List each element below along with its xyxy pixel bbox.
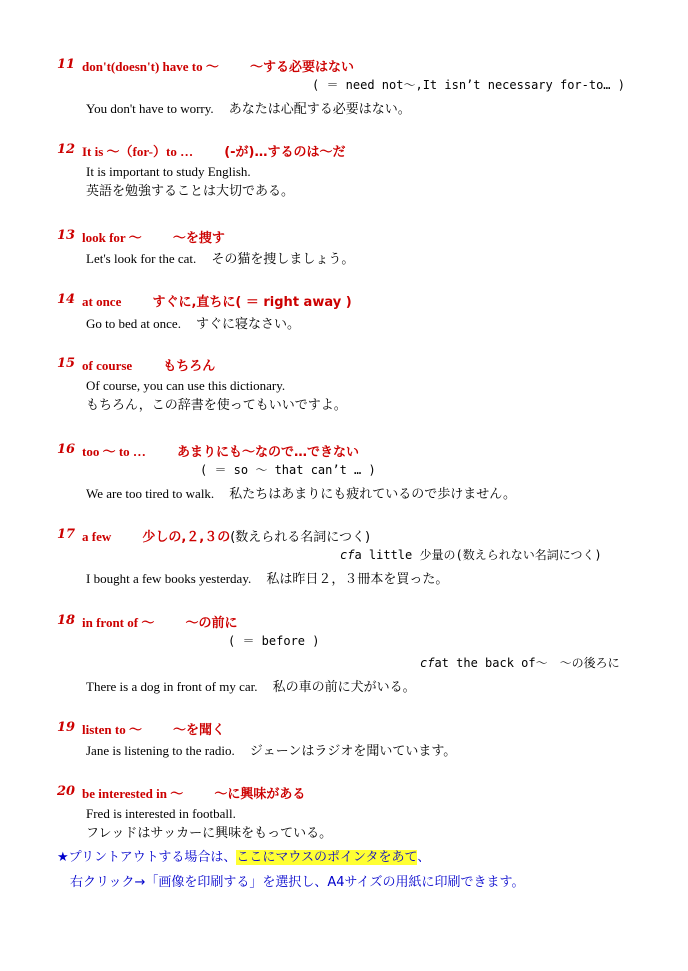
entry-heading — [82, 357, 215, 373]
example-english: We are too tired to walk. — [86, 486, 215, 501]
entry-number: 15 — [57, 356, 76, 371]
cf-text: a little 少量の(数えられない名詞につく) — [354, 548, 602, 562]
entry-heading — [82, 721, 225, 737]
example-english: Go to bed at once. — [86, 316, 181, 331]
phrase-english: It is ～（for-）to … — [82, 144, 194, 159]
print-instruction-suffix: 、 — [417, 850, 431, 865]
entry-heading — [82, 443, 359, 459]
phrase-meaning: ～の前に — [185, 616, 238, 631]
example-english: Of course, you can use this dictionary. — [86, 378, 286, 393]
example-japanese: その猫を捜しましょう。 — [211, 252, 355, 267]
cf-label: cf — [420, 656, 435, 670]
example-sentence — [86, 315, 300, 331]
entry-heading — [82, 229, 225, 245]
entry-heading — [82, 58, 354, 74]
example-english: It is important to study English. — [86, 164, 251, 179]
entry-number: 14 — [57, 292, 76, 307]
print-instruction-line2: 右クリック→「画像を印刷する」を選択し、A4サイズの用紙に印刷できます。 — [70, 875, 525, 890]
entry-number: 11 — [57, 57, 76, 72]
phrase-meaning: ～する必要はない — [249, 60, 354, 75]
phrase-english: be interested in ～ — [82, 786, 184, 801]
example-sentence — [86, 100, 411, 116]
entry-number: 12 — [57, 142, 76, 157]
entry-heading — [82, 293, 352, 309]
example-english: I bought a few books yesterday. — [86, 571, 252, 586]
example-sentence — [86, 250, 354, 266]
entry-number: 17 — [57, 527, 76, 542]
entry-number: 18 — [57, 613, 76, 628]
phrase-english: don't(doesn't) have to ～ — [82, 59, 219, 74]
phrase-meaning: ～に興味がある — [214, 787, 306, 802]
example-english: Fred is interested in football. — [86, 806, 236, 821]
phrase-english: a few — [82, 529, 112, 544]
equivalent-note: ( ＝ before ) — [228, 634, 320, 648]
example-sentence — [86, 570, 448, 586]
entry-number: 16 — [57, 442, 76, 457]
phrase-english: look for ～ — [82, 230, 142, 245]
phrase-meaning: ～を捜す — [172, 231, 225, 246]
example-english: You don't have to worry. — [86, 101, 214, 116]
example-japanese: フレッドはサッカーに興味をもっている。 — [86, 826, 333, 841]
example-sentence — [86, 485, 516, 501]
example-japanese: 私は昨日２，３冊本を買った。 — [266, 572, 449, 587]
phrase-meaning: (-が)…するのは～だ — [224, 145, 346, 160]
entry-heading — [82, 528, 370, 544]
example-japanese: 英語を勉強することは大切である。 — [86, 184, 295, 199]
print-instruction-prefix: ★プリントアウトする場合は、 — [57, 850, 237, 865]
entry-heading — [82, 614, 237, 630]
phrase-english: in front of ～ — [82, 615, 155, 630]
phrase-english: too ～ to … — [82, 444, 146, 459]
entry-number: 20 — [57, 784, 76, 799]
example-japanese: 私たちはあまりにも疲れているので歩けません。 — [229, 487, 517, 502]
example-japanese: ジェーンはラジオを聞いています。 — [249, 744, 457, 759]
entry-heading — [82, 143, 345, 159]
equivalent-note: ( ＝ need not～,It isn’t necessary for-to… ) — [312, 78, 625, 92]
phrase-meaning: もちろん — [163, 359, 216, 374]
example-japanese: あなたは心配する必要はない。 — [228, 102, 411, 117]
phrase-meaning-note: (数えられる名詞につく) — [230, 530, 371, 545]
phrase-meaning: すぐに,直ちに( ＝ right away ) — [152, 295, 352, 310]
example-sentence — [86, 678, 416, 694]
entry-number: 19 — [57, 720, 76, 735]
phrase-english: of course — [82, 358, 133, 373]
example-japanese: 私の車の前に犬がいる。 — [272, 680, 416, 695]
example-english: Jane is listening to the radio. — [86, 743, 235, 758]
cf-label: cf — [340, 548, 355, 562]
phrase-meaning: 少しの,２,３の — [142, 530, 231, 545]
phrase-meaning: あまりにも～なので…できない — [177, 445, 360, 460]
cf-text: at the back of～ ～の後ろに — [434, 656, 620, 670]
phrase-meaning: ～を聞く — [173, 723, 226, 738]
compare-note — [420, 657, 620, 669]
entry-number: 13 — [57, 228, 76, 243]
equivalent-note: ( ＝ so ～ that can’t … ) — [200, 463, 376, 477]
example-japanese: すぐに寝なさい。 — [196, 317, 301, 332]
example-english: There is a dog in front of my car. — [86, 679, 258, 694]
print-highlight-target[interactable]: ここにマウスのポインタをあて — [236, 850, 418, 865]
example-sentence — [86, 742, 456, 758]
compare-note — [340, 549, 602, 561]
phrase-english: listen to ～ — [82, 722, 142, 737]
phrase-english: at once — [82, 294, 122, 309]
example-japanese: もちろん，この辞書を使ってもいいですよ。 — [86, 398, 347, 413]
print-instruction-line1 — [57, 851, 430, 864]
example-english: Let's look for the cat. — [86, 251, 197, 266]
entry-heading — [82, 785, 305, 801]
